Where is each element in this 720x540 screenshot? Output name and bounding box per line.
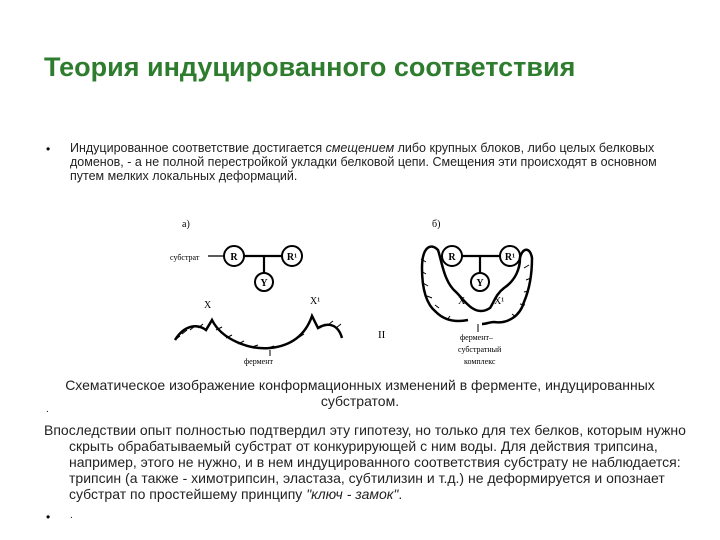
para2-text: Впоследствии опыт полностью подтвердил эту гипотезу, но только для тех белков, которым нужно скрыть обрабатываемый субстрат от конкурирующей с ним воды. Для действия трипсина, например, этого не нужно, и в нем индуцированного соответствия субстрату не наблюдается: трипсин (а также - химотрипсин, эластаза, субтилизин и т.д.) не деформируется и опознает субстрат по простейшему принципу	[44, 422, 686, 502]
r-label: R	[230, 252, 238, 263]
bullet-paragraph-2	[44, 422, 694, 502]
para2-text-end: .	[398, 486, 403, 502]
bullet-marker: •	[46, 142, 51, 156]
label-a: а)	[182, 219, 190, 230]
r1-label-b: R¹	[504, 252, 516, 263]
x-label-b: X	[458, 296, 466, 307]
x-label: X	[204, 300, 212, 311]
bullet-trailing-dot: .	[70, 510, 73, 521]
para2-italic: "ключ - замок"	[306, 486, 399, 502]
x1-label: X¹	[310, 296, 321, 307]
para1-text: Индуцированное соответствие достигается	[70, 141, 326, 155]
conformation-diagram	[160, 212, 540, 372]
enzyme-surface-a	[175, 316, 342, 348]
r-label-b: R	[448, 252, 456, 263]
enzyme-label: фермент	[244, 357, 274, 366]
r1-label: R¹	[286, 252, 298, 263]
para1-text-end: либо крупных блоков, либо целых белковых доменов, - а не полной перестройкой укладки белковой цепи. Смещения эти происходят в основном путем мелких локальных деформаций.	[70, 141, 657, 183]
y-label-b: Y	[476, 278, 484, 289]
bullet-paragraph-1	[70, 141, 690, 183]
substrate-label: субстрат	[170, 253, 200, 262]
complex-label-3: комплекс	[464, 357, 496, 366]
y-label: Y	[260, 278, 268, 289]
para1-italic: смещением	[325, 141, 395, 155]
complex-label-2: субстратный	[458, 345, 502, 354]
figure-caption: Схематическое изображение конформационных изменений в ферменте, индуцированных субстратом.	[65, 377, 655, 409]
x1-label-b: X¹	[494, 296, 505, 307]
complex-label-1: фермент–	[460, 333, 494, 342]
bullet-marker-2: •	[46, 510, 51, 524]
separator-label: II	[378, 329, 386, 341]
label-b: б)	[432, 219, 441, 230]
bullet-marker-small: .	[46, 404, 49, 415]
page-title: Теория индуцированного соответствия	[44, 52, 576, 82]
